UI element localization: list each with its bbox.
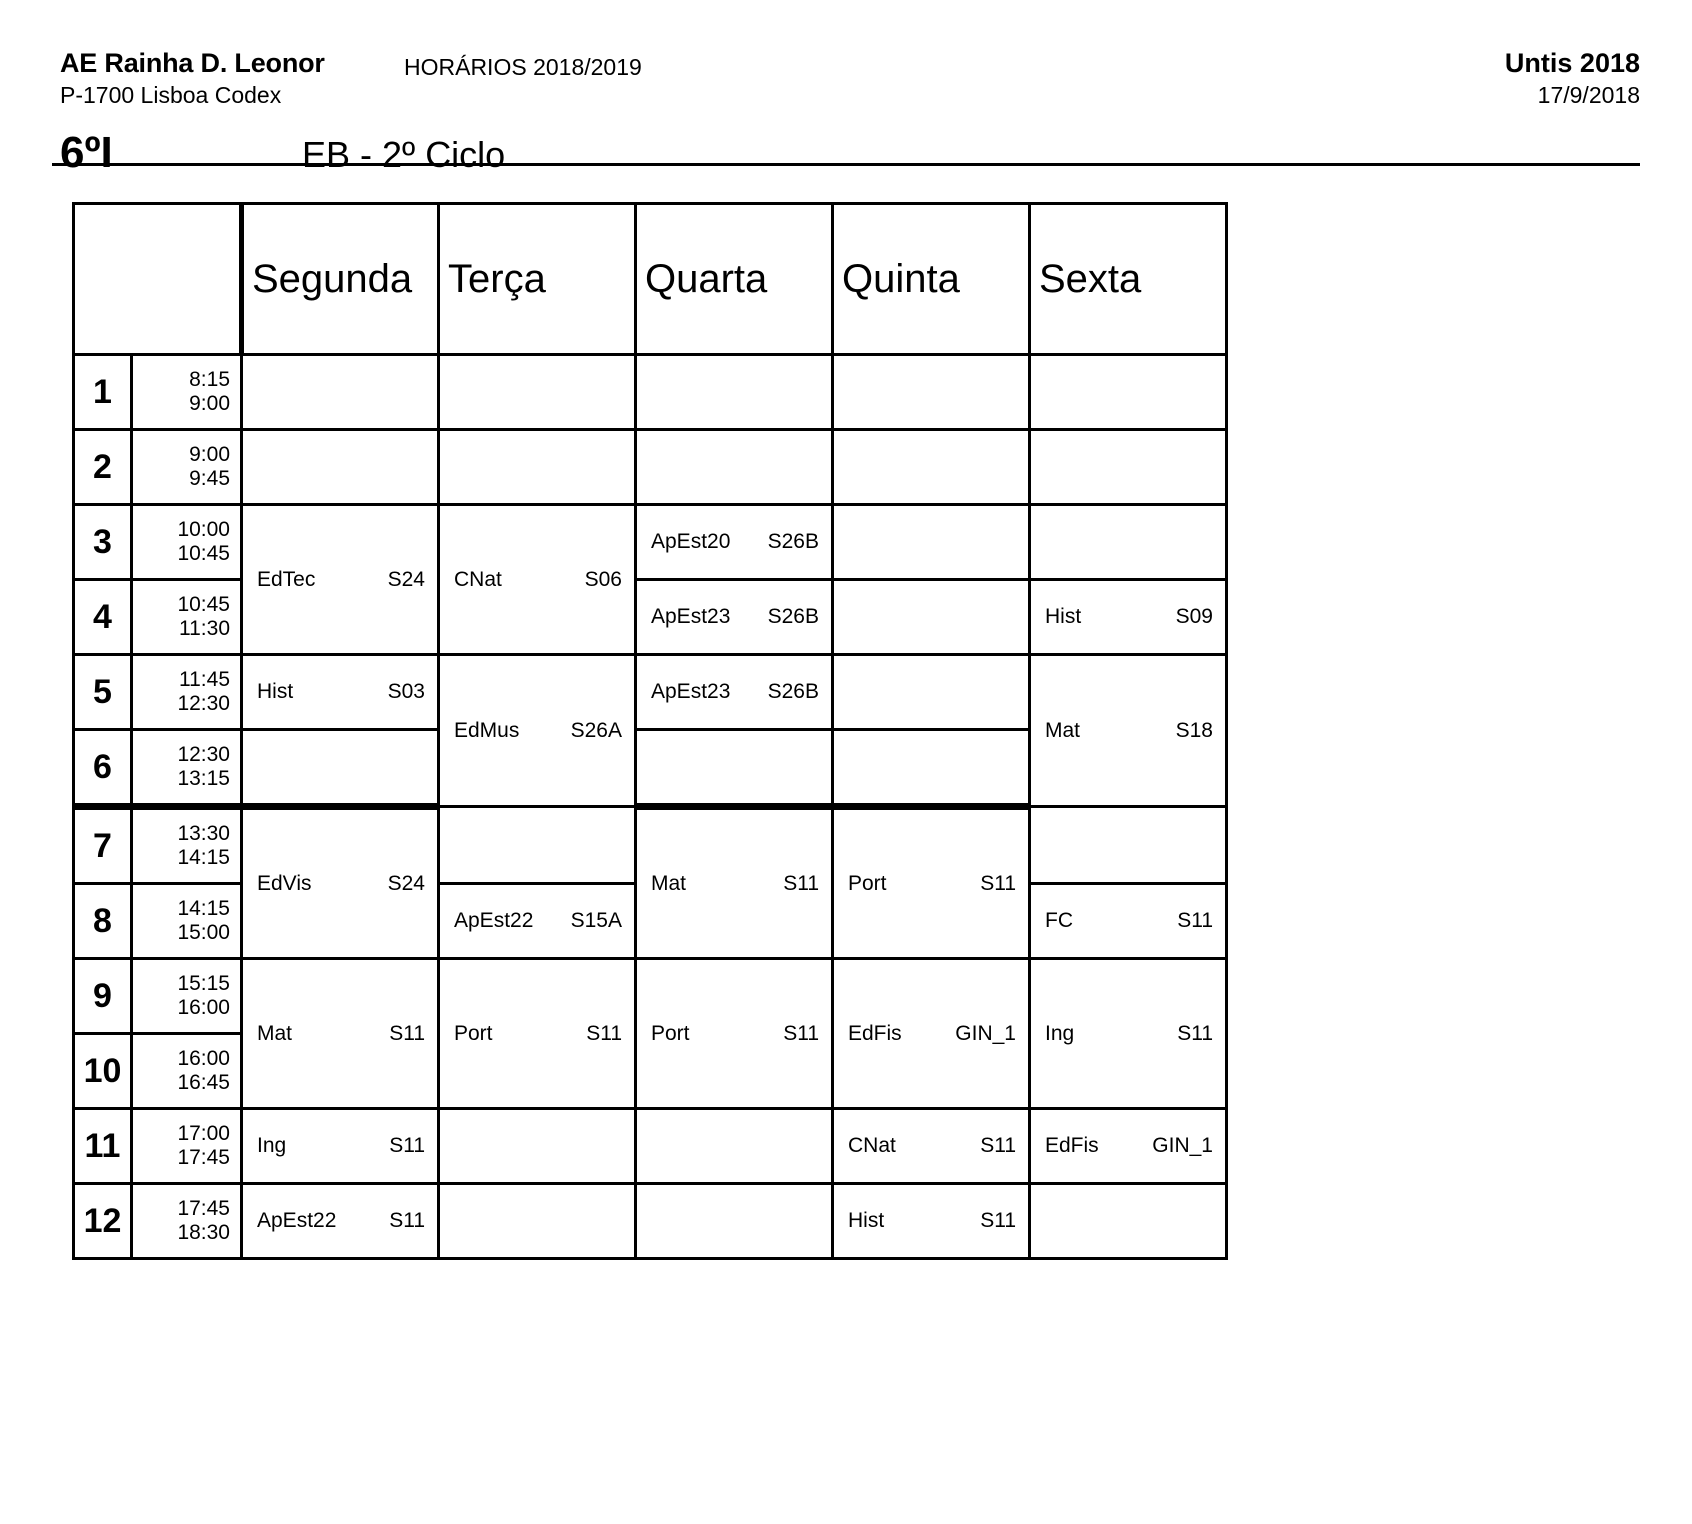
day-label: Segunda [252,257,413,301]
lesson-room: S06 [584,567,622,591]
lesson-subject: Hist [257,680,294,703]
day-label: Sexta [1039,257,1142,301]
period-num-text: 1 [93,373,112,411]
table-row [74,1184,1227,1259]
lesson-room: S11 [389,1209,425,1232]
lesson-cell[interactable] [1030,1184,1227,1259]
lesson-cell[interactable] [833,430,1030,505]
lesson-subject: EdFis [1045,1134,1099,1157]
lesson-cell-apest22[interactable] [439,884,636,959]
period-start: 13:30 [177,822,230,846]
lesson-cell[interactable] [242,730,439,807]
lesson-room: S11 [783,871,819,895]
period-number [74,355,132,430]
period-time [132,1109,242,1184]
lesson-cell-hist[interactable] [833,1184,1030,1259]
lesson-cell-apest20[interactable] [636,505,833,580]
period-num-text: 11 [84,1127,121,1165]
period-num-text: 5 [93,673,112,711]
lesson-cell[interactable] [242,430,439,505]
lesson-room: S03 [387,680,425,703]
period-end: 13:15 [177,767,230,790]
lesson-subject: Mat [1045,718,1081,742]
lesson-room: S11 [1177,909,1213,932]
page-header [52,48,1640,114]
lesson-subject: Ing [1045,1021,1075,1045]
lesson-subject: CNat [454,567,502,591]
lesson-cell[interactable] [636,355,833,430]
lesson-room: S11 [783,1021,819,1045]
lesson-cell-port[interactable] [439,959,636,1109]
lesson-cell[interactable] [439,807,636,884]
day-header-terca [439,204,636,355]
class-code: 6ºI [60,128,113,177]
lesson-subject: Port [454,1021,493,1045]
lesson-subject: Port [651,1021,690,1045]
lesson-subject: ApEst23 [651,605,731,628]
day-header-quinta [833,204,1030,355]
period-number [74,1109,132,1184]
lesson-cell-port[interactable] [833,807,1030,959]
period-start: 15:15 [177,972,230,996]
period-time [132,505,242,580]
period-number [74,884,132,959]
period-time [132,1034,242,1109]
corner-cell [74,204,242,355]
day-label: Quinta [842,257,960,301]
period-start: 9:00 [189,443,230,467]
lesson-subject: Hist [1045,605,1082,628]
lesson-subject: Port [848,871,887,895]
period-start: 10:45 [177,593,230,617]
lesson-room: GIN_1 [1152,1134,1213,1157]
period-num-text: 4 [93,598,112,636]
page-title [52,128,1640,190]
lesson-room: S15A [570,909,622,932]
period-number [74,1034,132,1109]
lesson-subject: Mat [257,1021,293,1045]
period-start: 16:00 [177,1047,230,1071]
lesson-cell-fc[interactable] [1030,884,1227,959]
lesson-cell[interactable] [636,730,833,807]
period-end: 12:30 [177,692,230,715]
period-end: 18:30 [177,1221,230,1244]
period-time [132,1184,242,1259]
lesson-cell[interactable] [833,730,1030,807]
lesson-cell[interactable] [1030,355,1227,430]
lesson-cell[interactable] [439,430,636,505]
lesson-room: S24 [387,871,425,895]
period-number [74,430,132,505]
period-time [132,580,242,655]
table-row [74,355,1227,430]
period-num-text: 10 [83,1052,122,1090]
table-row [74,505,1227,580]
period-time [132,884,242,959]
period-start: 17:00 [177,1122,230,1146]
day-header-quarta [636,204,833,355]
lesson-subject: Ing [257,1134,287,1157]
lesson-cell-cnat[interactable] [833,1109,1030,1184]
period-end: 16:45 [177,1071,230,1094]
lesson-subject: Mat [651,871,687,895]
lesson-room: S11 [389,1134,425,1157]
lesson-cell[interactable] [833,655,1030,730]
lesson-cell-ing[interactable] [242,1109,439,1184]
period-time [132,807,242,884]
day-label: Quarta [645,257,768,301]
lesson-subject: ApEst22 [454,909,534,932]
lesson-cell-apest23[interactable] [636,655,833,730]
period-end: 10:45 [177,542,230,565]
period-end: 15:00 [177,921,230,944]
period-start: 12:30 [177,743,230,767]
lesson-cell-edfis[interactable] [1030,1109,1227,1184]
lesson-room: S26B [767,605,819,628]
period-end: 11:30 [179,617,230,640]
lesson-cell-apest23[interactable] [636,580,833,655]
lesson-room: S18 [1175,718,1213,742]
lesson-room: S26A [570,718,622,742]
lesson-room: S11 [980,1209,1016,1232]
period-end: 9:45 [189,467,230,490]
period-time [132,730,242,807]
header-subtitle: HORÁRIOS 2018/2019 [404,54,642,80]
lesson-subject: Hist [848,1209,885,1232]
period-number [74,505,132,580]
school-name: AE Rainha D. Leonor [60,48,325,78]
lesson-subject: CNat [848,1134,896,1157]
lesson-subject: ApEst23 [651,680,731,703]
period-start: 8:15 [189,368,230,392]
period-num-text: 7 [93,827,112,865]
lesson-cell[interactable] [833,355,1030,430]
period-number [74,580,132,655]
lesson-cell[interactable] [1030,807,1227,884]
lesson-cell-apest22[interactable] [242,1184,439,1259]
table-row [74,655,1227,730]
day-header-sexta [1030,204,1227,355]
period-start: 10:00 [177,518,230,542]
period-end: 16:00 [177,996,230,1019]
class-description: EB - 2º Ciclo [302,134,506,175]
lesson-subject: ApEst20 [651,530,731,553]
lesson-cell-hist[interactable] [1030,580,1227,655]
lesson-room: S26B [767,680,819,703]
table-row [74,430,1227,505]
lesson-room: S24 [387,567,425,591]
period-number [74,959,132,1034]
lesson-cell-edtec[interactable] [242,505,439,655]
lesson-cell[interactable] [1030,505,1227,580]
lesson-room: GIN_1 [955,1021,1016,1045]
lesson-room: S09 [1175,605,1213,628]
period-end: 17:45 [177,1146,230,1169]
period-num-text: 6 [93,748,112,786]
lesson-cell[interactable] [439,1109,636,1184]
period-start: 11:45 [179,668,230,692]
lesson-cell[interactable] [636,1184,833,1259]
lesson-cell[interactable] [636,430,833,505]
lesson-cell-cnat[interactable] [439,505,636,655]
period-number [74,655,132,730]
app-title: Untis 2018 [1504,48,1640,78]
lesson-cell-mat[interactable] [242,959,439,1109]
period-number [74,1184,132,1259]
table-row [74,959,1227,1034]
period-time [132,959,242,1034]
lesson-cell-edfis[interactable] [833,959,1030,1109]
period-num-text: 2 [93,448,112,486]
lesson-cell[interactable] [439,1184,636,1259]
lesson-cell-edvis[interactable] [242,807,439,959]
lesson-cell[interactable] [439,355,636,430]
lesson-subject: EdFis [848,1021,902,1045]
lesson-room: S11 [389,1021,425,1045]
lesson-cell-mat[interactable] [1030,655,1227,807]
period-time [132,430,242,505]
period-num-text: 8 [93,902,112,940]
lesson-subject: ApEst22 [257,1209,337,1232]
lesson-cell-mat[interactable] [636,807,833,959]
period-end: 9:00 [189,392,230,415]
timetable [72,202,1692,1260]
period-start: 17:45 [177,1197,230,1221]
print-date: 17/9/2018 [1537,82,1640,108]
lesson-cell-edmus[interactable] [439,655,636,807]
period-num-text: 12 [83,1202,122,1240]
period-end: 14:15 [177,846,230,869]
timetable-grid [72,202,1228,1260]
day-header-row [74,204,1227,355]
timetable-page [0,48,1692,1260]
lesson-subject: EdMus [454,718,520,742]
lesson-cell[interactable] [1030,430,1227,505]
lesson-cell-hist[interactable] [242,655,439,730]
lesson-cell[interactable] [242,355,439,430]
lesson-subject: EdTec [257,567,316,591]
period-num-text: 3 [93,523,112,561]
period-time [132,655,242,730]
lesson-cell[interactable] [833,505,1030,580]
lesson-room: S11 [586,1021,622,1045]
lesson-cell-ing[interactable] [1030,959,1227,1109]
school-address: P-1700 Lisboa Codex [60,82,282,108]
lesson-room: S26B [767,530,819,553]
lesson-room: S11 [980,1134,1016,1157]
lesson-subject: EdVis [257,871,312,895]
day-label: Terça [448,257,546,301]
lesson-cell[interactable] [636,1109,833,1184]
period-start: 14:15 [177,897,230,921]
period-number [74,730,132,807]
lesson-cell[interactable] [833,580,1030,655]
lesson-room: S11 [1177,1021,1213,1045]
lesson-subject: FC [1045,909,1073,932]
day-header-segunda [242,204,439,355]
period-time [132,355,242,430]
period-num-text: 9 [93,977,112,1015]
table-row [74,1109,1227,1184]
table-row [74,807,1227,884]
lesson-cell-port[interactable] [636,959,833,1109]
lesson-room: S11 [980,871,1016,895]
period-number [74,807,132,884]
